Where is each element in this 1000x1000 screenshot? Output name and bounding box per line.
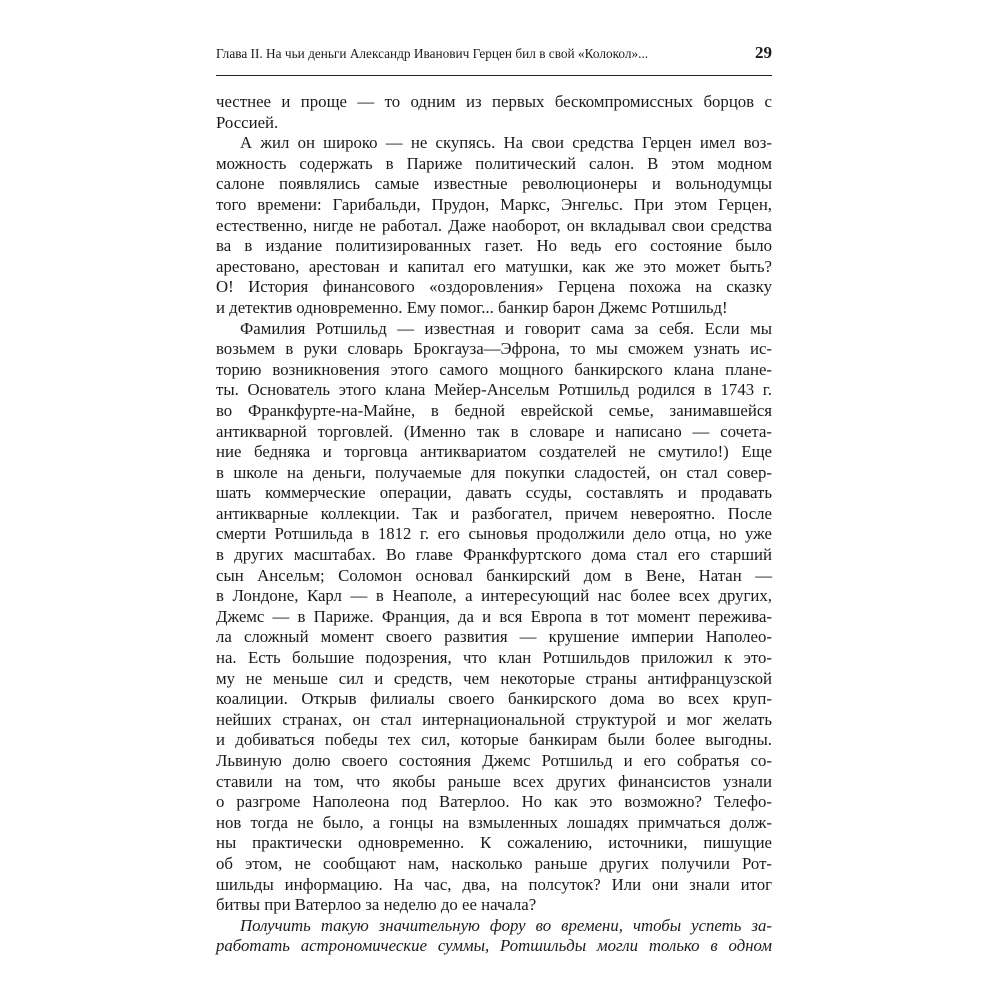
text-line: А жил он широко — не скупясь. На свои средства Герцен имел воз- xyxy=(240,133,772,153)
text-line: нейших странах, он стал интернациональной структурой и мог желать xyxy=(216,709,772,729)
text-line: на. Есть большие подозрения, что клан Ротшильдов приложил к это- xyxy=(216,648,772,668)
text-line: о разгроме Наполеона под Ватерлоо. Но как это возможно? Телефо- xyxy=(216,792,772,812)
text-line: Получить такую значительную фору во времени, чтобы успеть за- xyxy=(240,915,772,935)
text-line: нов тогда не было, а гонцы на взмыленных лошадях примчаться долж- xyxy=(216,812,772,832)
paragraph xyxy=(216,92,772,133)
text-line: О! История финансового «оздоровления» Герцена похожа на сказку xyxy=(216,277,772,297)
paragraph xyxy=(216,133,772,318)
text-line: ны практически одновременно. К сожалению, источники, пишущие xyxy=(216,833,772,853)
text-line: шильды информацию. На час, два, на полсуток? Или они знали итог xyxy=(216,874,772,894)
text-line: Россией. xyxy=(216,112,279,132)
running-header xyxy=(216,42,772,65)
text-line: Львиную долю своего состояния Джемс Ротшильд и его собратья со- xyxy=(216,751,772,770)
text-line: того времени: Гарибальди, Прудон, Маркс, Энгельс. При этом Герцен, xyxy=(216,194,772,214)
text-line: салоне появлялись самые известные революционеры и вольнодумцы xyxy=(216,174,772,194)
text-line: коалиции. Открыв филиалы своего банкирского дома во всех круп- xyxy=(216,689,772,709)
italic-paragraph xyxy=(216,916,772,957)
text-line: смерти Ротшильда в 1812 г. его сыновья продолжили дело отца, но уже xyxy=(216,524,772,544)
book-page xyxy=(216,42,772,957)
text-line: в школе на деньги, получаемые для покупки сладостей, он стал совер- xyxy=(216,462,772,482)
text-line: в других масштабах. Во главе Франкфуртского дома стал его старший xyxy=(216,545,772,565)
running-title: Глава II. На чьи деньги Александр Иванович Герцен бил в свой «Колокол»... xyxy=(216,46,649,61)
paragraph xyxy=(216,319,772,916)
text-line: во Франкфурте-на-Майне, в бедной еврейской семье, занимавшейся xyxy=(216,400,772,420)
text-line: естественно, нигде не работал. Даже наоборот, он вкладывал свои средства xyxy=(216,215,772,235)
text-line: битвы при Ватерлоо за неделю до ее начала? xyxy=(216,895,537,915)
text-line: антикварные коллекции. Так и разбогател, причем невероятно. После xyxy=(216,503,772,523)
text-line: Джемс — в Париже. Франция, да и вся Европа в тот момент пережива- xyxy=(216,606,772,626)
text-line: ние бедняка и торговца антиквариатом создателей не смутило!) Еще xyxy=(216,442,772,462)
text-line: ставили на том, что якобы раньше всех других финансистов узнали xyxy=(216,771,772,791)
text-line: торию возникновения этого самого мощного банкирского клана плане- xyxy=(216,359,772,379)
text-line: об этом, не сообщают нам, насколько раньше других получили Рот- xyxy=(216,853,772,873)
header-rule xyxy=(216,75,772,76)
text-line: шать коммерческие операции, давать ссуды, составлять и продавать xyxy=(216,483,772,503)
body-text xyxy=(216,92,772,957)
text-line: в Лондоне, Карл — в Неаполе, а интересующий нас более всех других, xyxy=(216,586,772,606)
text-line: возьмем в руки словарь Брокгауза—Эфрона, то мы сможем узнать ис- xyxy=(216,339,772,359)
text-line: можность содержать в Париже политический салон. В этом модном xyxy=(216,153,772,173)
text-line: и детектив одновременно. Ему помог... банкир барон Джемс Ротшильд! xyxy=(216,297,728,317)
page-number: 29 xyxy=(755,43,772,62)
text-line: ты. Основатель этого клана Мейер-Ансельм Ротшильд родился в 1743 г. xyxy=(216,380,772,400)
text-line: антикварной торговлей. (Именно так в словаре и написано — сочета- xyxy=(216,421,772,441)
text-line: Фамилия Ротшильд — известная и говорит сама за себя. Если мы xyxy=(240,318,772,338)
text-line: ва в издание политизированных газет. Но ведь его состояние было xyxy=(216,236,772,256)
text-line: и добиваться победы тех сил, которые банкирам были более выгодны. xyxy=(216,730,772,750)
text-line: работать астрономические суммы, Ротшильды могли только в одном xyxy=(216,936,772,956)
text-line: честнее и проще — то одним из первых бескомпромиссных борцов с xyxy=(216,92,772,111)
text-line: му не меньше сил и средств, чем некоторые страны антифранцузской xyxy=(216,668,772,688)
text-line: сын Ансельм; Соломон основал банкирский дом в Вене, Натан — xyxy=(216,565,772,585)
text-line: ла сложный момент своего развития — крушение империи Наполео- xyxy=(216,627,772,647)
text-line: арестовано, арестован и капитал его матушки, как же это может быть? xyxy=(216,256,772,276)
